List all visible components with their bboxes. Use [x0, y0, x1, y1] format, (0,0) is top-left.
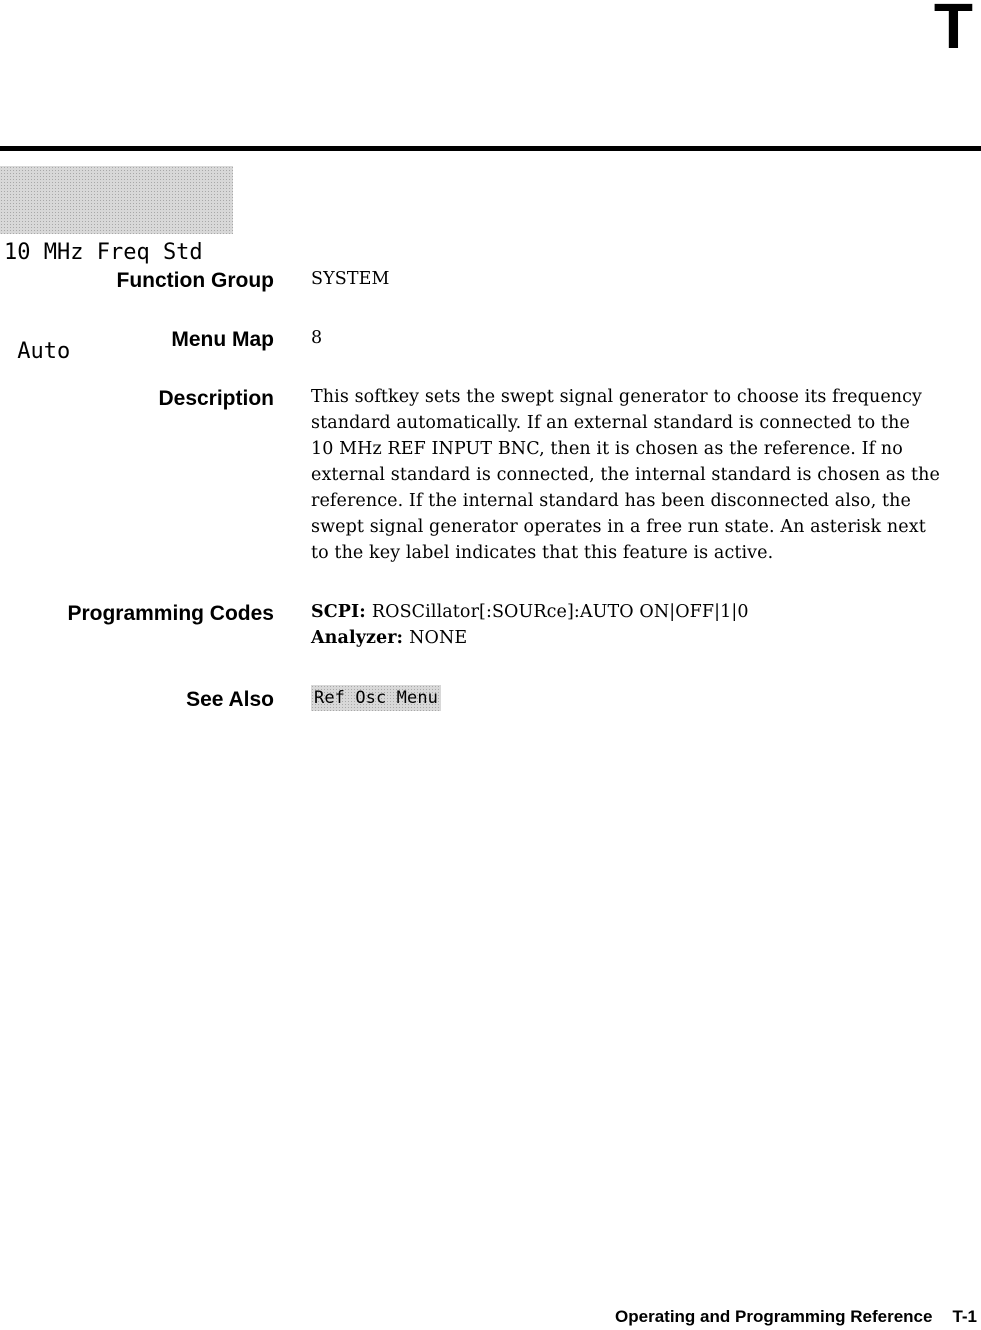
- programming-codes-label: Programming Codes: [67, 602, 274, 625]
- analyzer-code-line: [311, 625, 975, 651]
- page-number: T-1: [952, 1307, 977, 1326]
- see-also-value: [311, 685, 975, 711]
- function-group-label: Function Group: [116, 269, 274, 292]
- menu-map-label: Menu Map: [171, 328, 274, 351]
- analyzer-value: NONE: [409, 628, 468, 648]
- description-line: 10 MHz REF INPUT BNC, then it is chosen as the reference. If no: [311, 439, 903, 459]
- scpi-command: ROSCillator[:SOURce]:AUTO ON|OFF|1|0: [371, 602, 749, 622]
- scpi-code-line: [311, 599, 975, 625]
- footer-title: Operating and Programming Reference: [615, 1307, 933, 1326]
- menu-map-value: 8: [311, 328, 323, 348]
- description-label: Description: [158, 387, 274, 410]
- chapter-letter: T: [933, 0, 973, 62]
- description-line: swept signal generator operates in a free run state. An asterisk next: [311, 517, 926, 537]
- description-line: to the key label indicates that this feature is active.: [311, 543, 774, 563]
- softkey-label-line-2: Auto: [4, 339, 71, 364]
- softkey-label-line-1: 10 MHz Freq Std: [4, 240, 203, 265]
- function-group-value: SYSTEM: [311, 269, 390, 289]
- see-also-label: See Also: [186, 688, 274, 711]
- scpi-label: SCPI:: [311, 602, 366, 622]
- description-line: standard automatically. If an external standard is connected to the: [311, 413, 910, 433]
- programming-codes: [311, 599, 975, 651]
- description-line: reference. If the internal standard has been disconnected also, the: [311, 491, 911, 511]
- ref-osc-menu-key: Ref Osc Menu: [311, 685, 441, 711]
- description-line: external standard is connected, the internal standard is chosen as the: [311, 465, 940, 485]
- header-rule: [0, 146, 981, 151]
- description-line: This softkey sets the swept signal generator to choose its frequency: [311, 387, 923, 407]
- description-text: [311, 384, 975, 566]
- analyzer-label: Analyzer:: [311, 628, 404, 648]
- page-footer: [615, 1306, 977, 1328]
